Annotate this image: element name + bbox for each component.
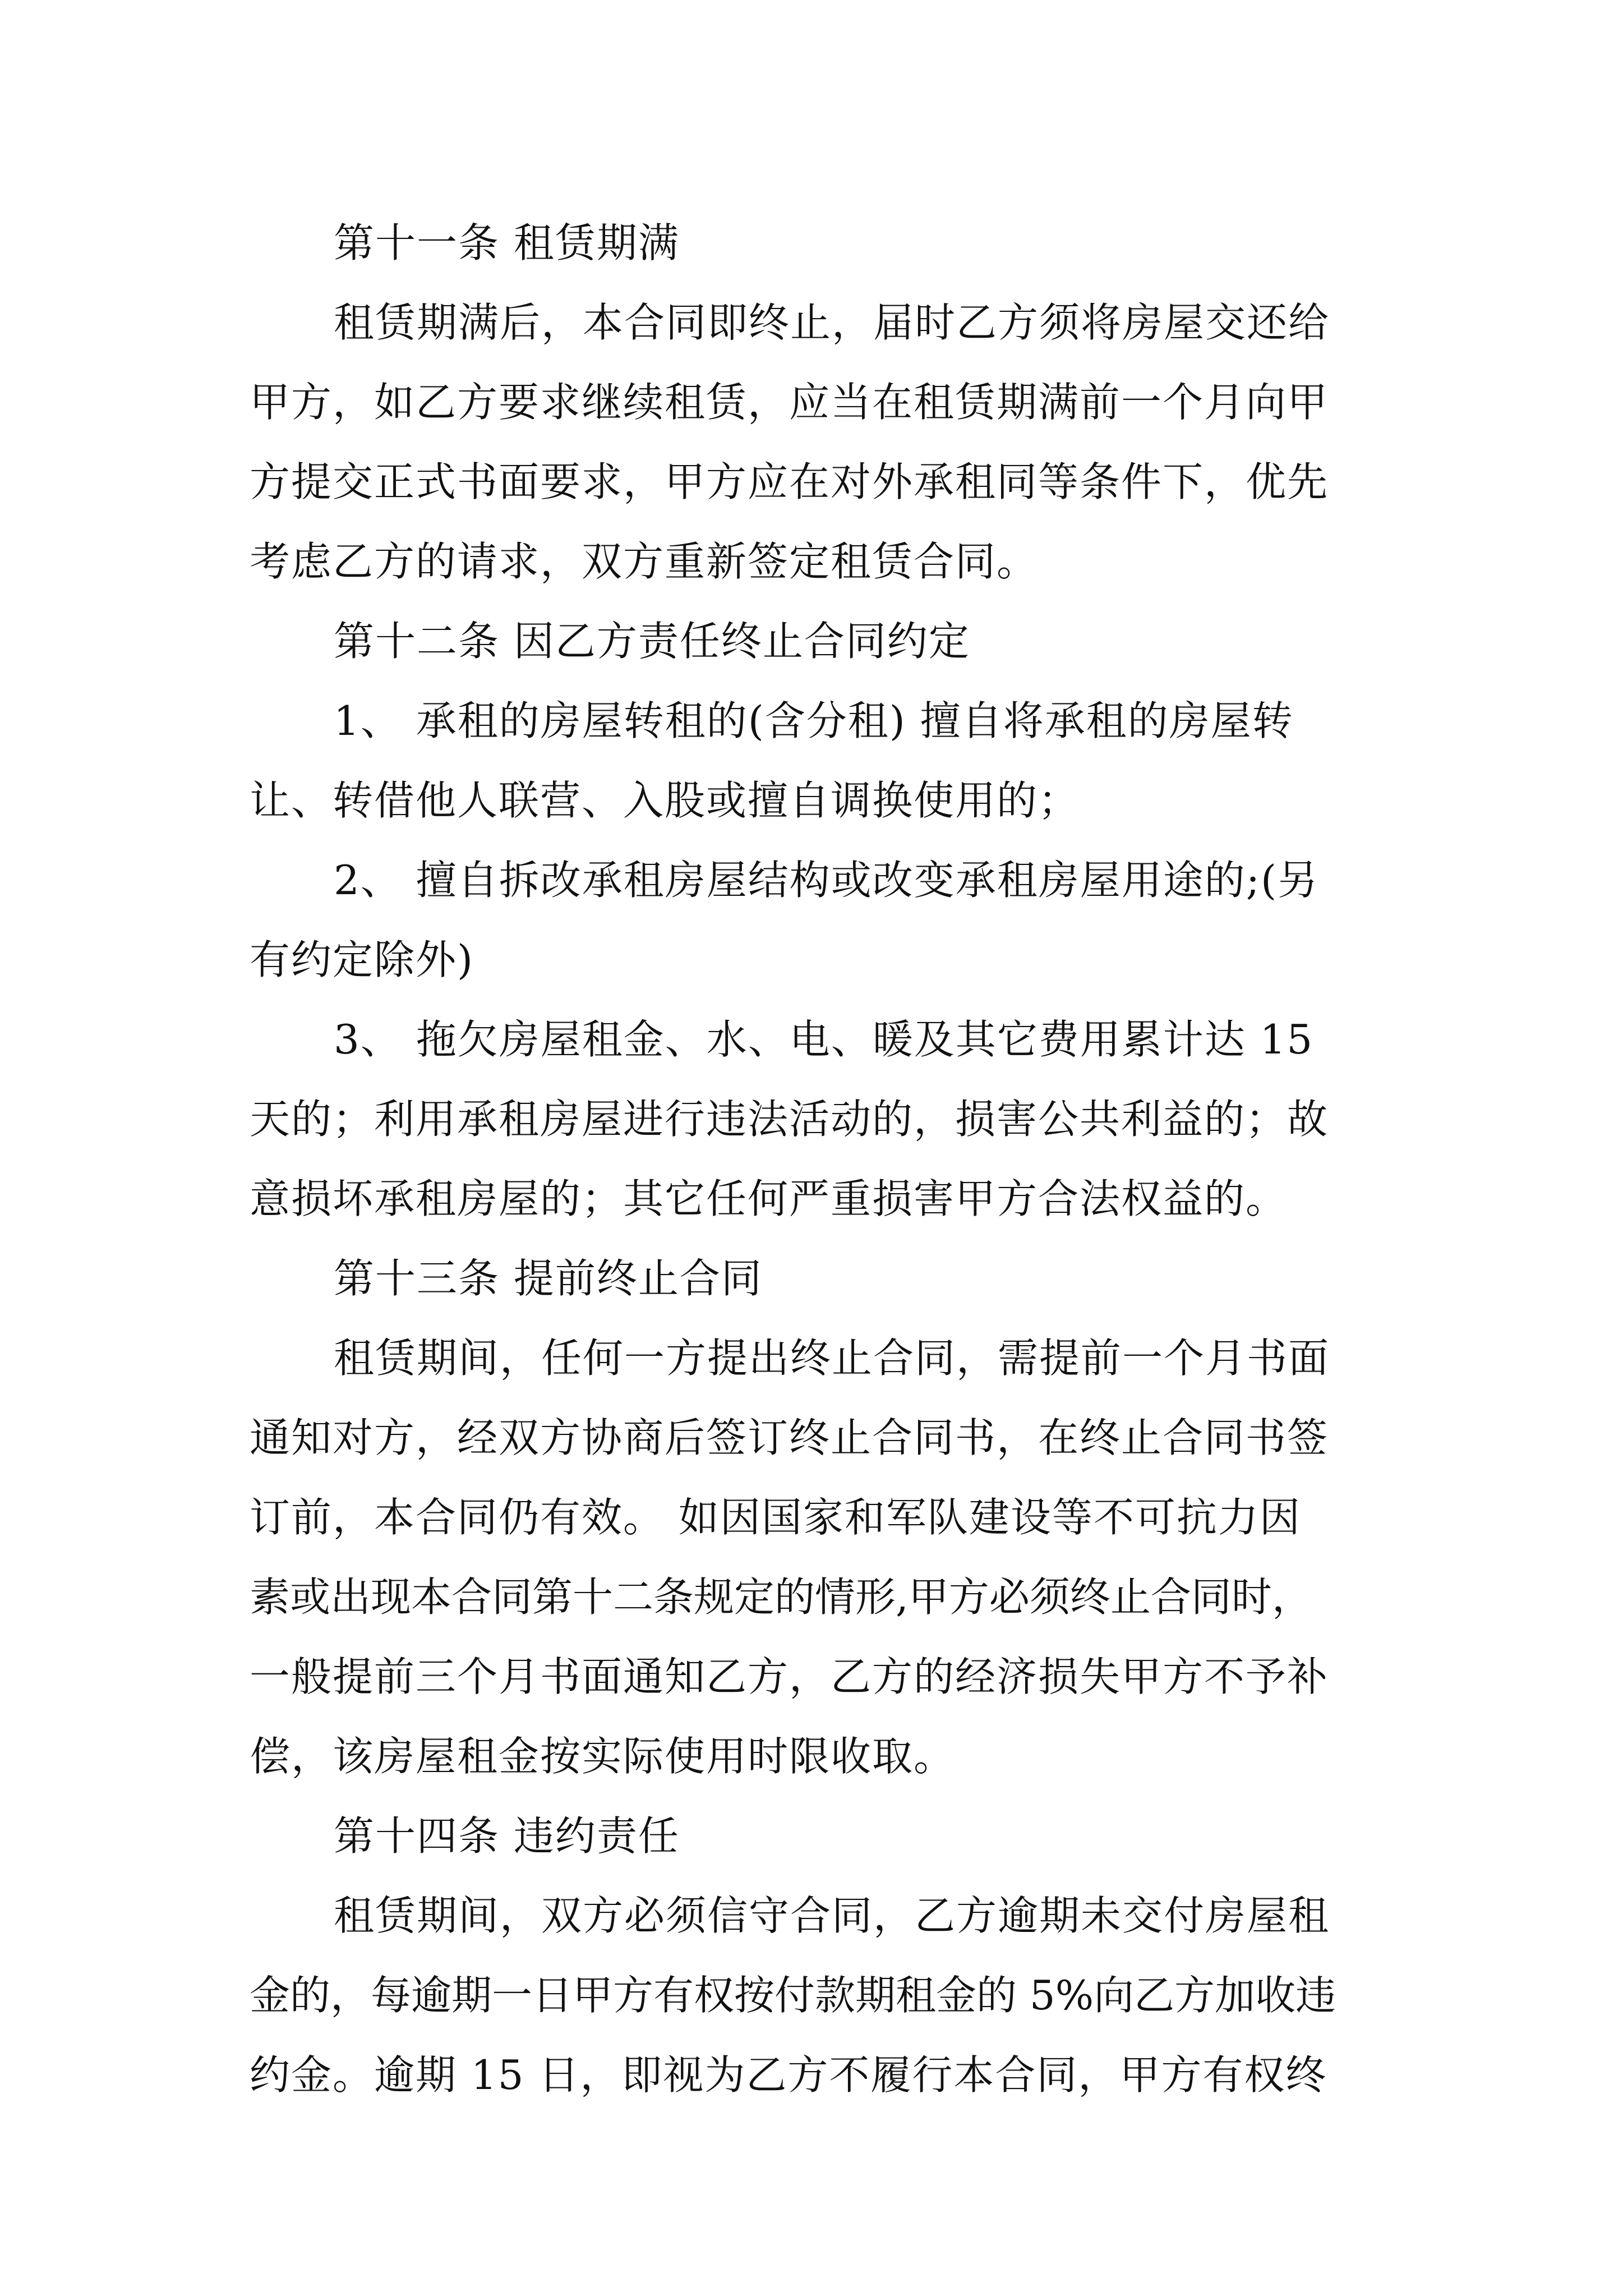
article-13-heading: 第十三条 提前终止合同 bbox=[334, 1255, 763, 1302]
text-line: 通知对方，经双方协商后签订终止合同书，在终止合同书签 bbox=[250, 1414, 1329, 1461]
text-line: 2、 擅自拆改承租房屋结构或改变承租房屋用途的;(另 bbox=[334, 857, 1320, 904]
text-line: 租赁期间，任何一方提出终止合同，需提前一个月书面 bbox=[334, 1335, 1330, 1382]
text-line: 1、 承租的房屋转租的(含分租) 擅自将承租的房屋转 bbox=[334, 697, 1294, 744]
text-line: 甲方，如乙方要求继续租赁，应当在租赁期满前一个月向甲 bbox=[250, 379, 1329, 426]
text-line: 天的；利用承租房屋进行违法活动的，损害公共利益的；故 bbox=[250, 1096, 1329, 1143]
text-line: 3、 拖欠房屋租金、水、电、暖及其它费用累计达 15 bbox=[334, 1016, 1314, 1063]
article-12-heading: 第十二条 因乙方责任终止合同约定 bbox=[334, 618, 970, 665]
text-line: 租赁期间，双方必须信守合同，乙方逾期未交付房屋租 bbox=[334, 1892, 1330, 1939]
text-line: 有约定除外) bbox=[250, 936, 474, 983]
text-line: 金的，每逾期一日甲方有权按付款期租金的 5%向乙方加收违 bbox=[250, 1972, 1336, 2019]
text-line: 订前，本合同仍有效。 如因国家和军队建设等不可抗力因 bbox=[250, 1494, 1301, 1541]
text-line: 素或出现本合同第十二条规定的情形,甲方必须终止合同时， bbox=[250, 1573, 1312, 1621]
text-line: 偿，该房屋租金按实际使用时限收取。 bbox=[250, 1733, 956, 1780]
text-line: 方提交正式书面要求，甲方应在对外承租同等条件下，优先 bbox=[250, 458, 1329, 505]
text-line: 约金。逾期 15 日，即视为乙方不履行本合同，甲方有权终 bbox=[250, 2051, 1327, 2099]
article-14-heading: 第十四条 违约责任 bbox=[334, 1812, 680, 1860]
text-line: 让、转借他人联营、入股或擅自调换使用的； bbox=[250, 777, 1080, 824]
text-line: 意损坏承租房屋的；其它任何严重损害甲方合法权益的。 bbox=[250, 1175, 1288, 1222]
text-line: 一般提前三个月书面通知乙方，乙方的经济损失甲方不予补 bbox=[250, 1653, 1329, 1700]
text-line: 租赁期满后，本合同即终止，届时乙方须将房屋交还给 bbox=[334, 299, 1330, 346]
text-line: 考虑乙方的请求，双方重新签定租赁合同。 bbox=[250, 538, 1039, 585]
article-11-heading: 第十一条 租赁期满 bbox=[334, 219, 680, 266]
